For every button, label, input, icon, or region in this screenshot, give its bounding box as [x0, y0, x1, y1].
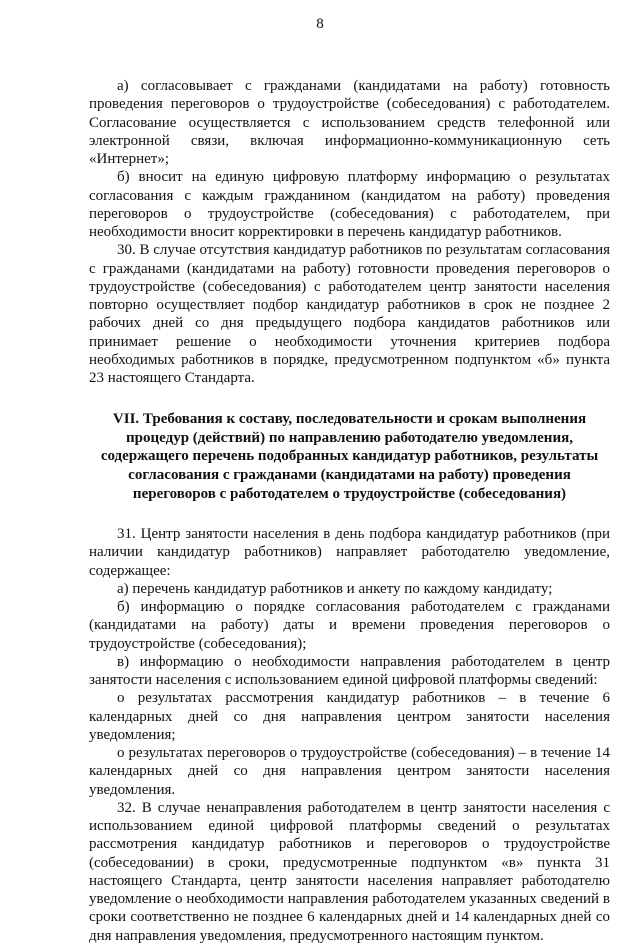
paragraph-31: 31. Центр занятости населения в день подбора кандидатур работников (при наличии кандидатур работников) направляет работодателю уведомление, содержащее: — [89, 526, 610, 579]
paragraph-31c-item-1: о результатах рассмотрения кандидатур работников – в течение 6 календарных дней со дня направления центром занятости населения уведомления; — [89, 690, 610, 743]
paragraph-29b: б) вносит на единую цифровую платформу информацию о результатах согласования с каждым гражданином (кандидатом на работу) проведения переговоров о трудоустройстве (собеседования) с работодателем, при необходимости вносит корректировки в перечень кандидатур работников. — [89, 169, 610, 240]
paragraph-32: 32. В случае ненаправления работодателем в центр занятости населения с использованием единой цифровой платформы сведений о результатах рассмотрения кандидатур работников и переговоров о трудоустройстве (собеседовании) в сроки, предусмотренные подпунктом «в» пункта 31 настоящего Стандарта, центр занятости населения направляет работодателю уведомление о необходимости направления работодателем указанных сведений в сроки соответственно не позднее 6 календарных дней и 14 календарных дней со дня направления уведомления, предусмотренного настоящим пунктом. — [89, 799, 610, 944]
paragraph-31a: а) перечень кандидатур работников и анкету по каждому кандидату; — [117, 580, 553, 597]
paragraph-29a: а) согласовывает с гражданами (кандидатами на работу) готовность проведения переговоров о трудоустройстве (собеседования) с работодателем. Согласование осуществляется с использованием средств телефонной или электронной связи, включая информационно-коммуникационную сеть «Интернет»; — [89, 78, 610, 167]
paragraph-31c-item-2: о результатах переговоров о трудоустройстве (собеседования) – в течение 14 календарных дней со дня направления центром занятости населения уведомления. — [89, 745, 610, 798]
document-body — [89, 77, 610, 945]
paragraph-31c: в) информацию о необходимости направления работодателем в центр занятости населения с использованием единой цифровой платформы сведений: — [89, 653, 610, 689]
paragraph-31b: б) информацию о порядке согласования работодателем с гражданами (кандидатами на работу) даты и времени проведения переговоров о трудоустройстве (собеседования); — [89, 599, 610, 652]
paragraph-30: 30. В случае отсутствия кандидатур работников по результатам согласования с гражданами (кандидатами на работу) готовности проведения переговоров о трудоустройстве (собеседования) с работодателем центр занятости населения повторно осуществляет подбор кандидатур работников в срок не позднее 2 рабочих дней со дня предыдущего подбора кандидатов работников или принимает решение о необходимости уточнения критериев подбора необходимых работников в порядке, предусмотренном подпунктом «б» пункта 23 настоящего Стандарта. — [89, 242, 611, 386]
page-number: 8 — [316, 16, 324, 32]
section-heading-vii: VII. Требования к составу, последовательности и срокам выполнения процедур (действий) по направлению работодателю уведомления, содержащего перечень подобранных кандидатур работников, результаты согласования с гражданами (кандидатами на работу) проведения переговоров с работодателем о трудоустройстве (собеседования) — [100, 411, 599, 502]
